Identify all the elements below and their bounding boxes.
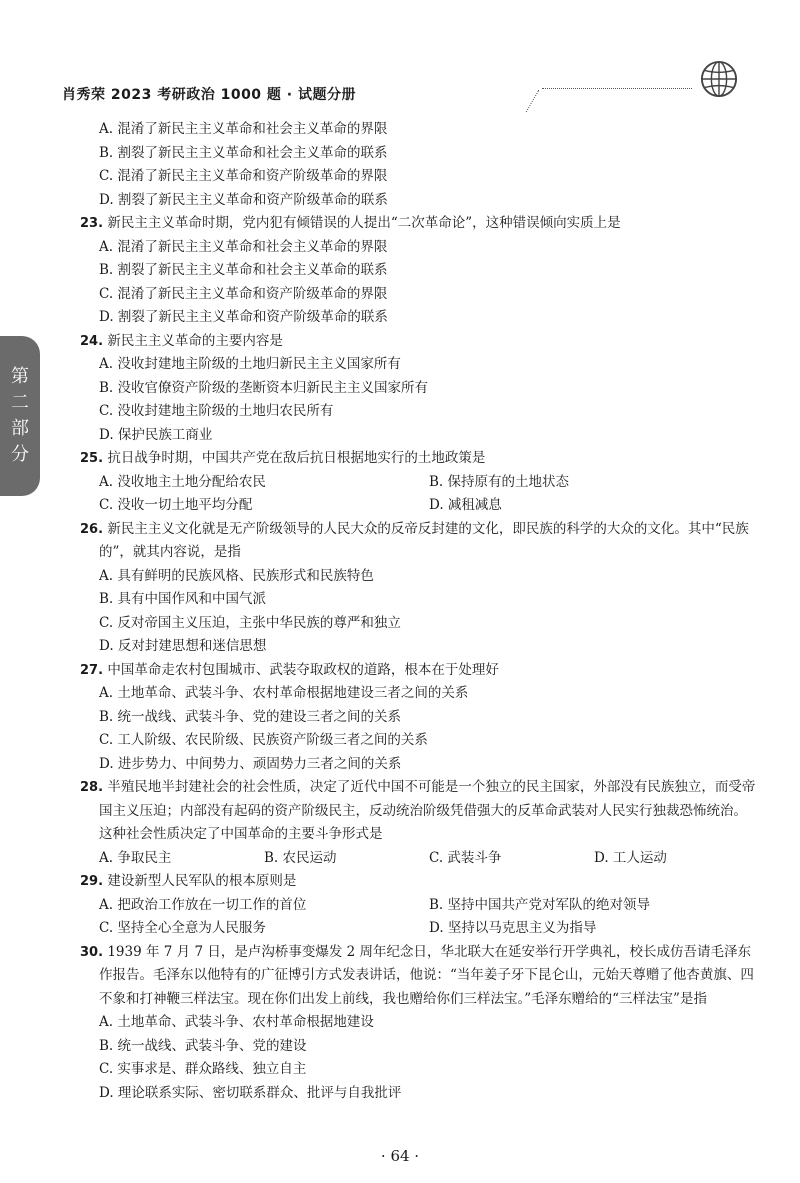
header-decoration	[526, 90, 554, 112]
question-number: 25.	[80, 451, 104, 466]
option: B. 农民运动	[264, 849, 337, 866]
option: B. 统一战线、武装斗争、党的建设	[99, 1037, 307, 1054]
option: D. 反对封建思想和迷信思想	[99, 638, 267, 654]
option: D. 理论联系实际、密切联系群众、批评与自我批评	[99, 1084, 402, 1101]
option: B. 保持原有的土地状态	[429, 473, 570, 490]
option: D. 坚持以马克思主义为指导	[429, 920, 597, 936]
question-text: 新民主主义文化就是无产阶级领导的人民大众的反帝反封建的文化，即民族的科学的大众的文化。其中“民族的”，就其内容说，是指	[99, 520, 749, 560]
section-tab-char: 分	[11, 444, 29, 465]
option: A. 土地革命、武装斗争、农村革命根据地建设	[99, 1014, 374, 1030]
option: D. 割裂了新民主主义革命和资产阶级革命的联系	[99, 191, 388, 208]
question-stem	[80, 330, 760, 354]
question-text: 新民主主义革命时期，党内犯有倾错误的人提出“二次革命论”，这种错误倾向实质上是	[107, 215, 621, 231]
option: B. 具有中国作风和中国气派	[99, 591, 267, 607]
question-number: 23.	[80, 216, 104, 231]
question-number: 27.	[80, 662, 104, 678]
question-list	[80, 118, 760, 1105]
question-24	[80, 330, 760, 448]
question-28	[80, 776, 760, 870]
option: C. 实事求是、群众路线、独立自主	[99, 1061, 307, 1077]
page-number: · 64 ·	[380, 1147, 420, 1165]
question-number: 29.	[80, 874, 104, 889]
option: A. 混淆了新民主主义革命和社会主义革命的界限	[99, 121, 388, 137]
option: B. 没收官僚资产阶级的垄断资本归新民主主义国家所有	[99, 379, 429, 396]
page-header	[62, 84, 752, 114]
question-27	[80, 659, 760, 777]
question-number: 30.	[80, 944, 104, 960]
option: D. 工人运动	[594, 849, 667, 866]
question-stem	[80, 659, 760, 683]
question-stem	[80, 870, 760, 894]
question-number: 28.	[80, 780, 104, 795]
option: A. 没收封建地主阶级的土地归新民主主义国家所有	[99, 356, 401, 372]
option: C. 没收一切土地平均分配	[99, 497, 253, 513]
question-text: 中国革命走农村包围城市、武装夺取政权的道路，根本在于处理好	[107, 661, 499, 678]
question-text: 新民主主义革命的主要内容是	[107, 332, 283, 349]
option: C. 坚持全心全意为人民服务	[99, 920, 266, 936]
question-stem	[80, 212, 760, 236]
question-number: 24.	[80, 333, 104, 349]
option: C. 混淆了新民主主义革命和资产阶级革命的界限	[99, 285, 388, 302]
question-22-continued	[80, 118, 760, 212]
question-26	[80, 518, 760, 659]
question-text: 抗日战争时期，中国共产党在敌后抗日根据地实行的土地政策是	[107, 450, 486, 466]
question-text: 半殖民地半封建社会的社会性质，决定了近代中国不可能是一个独立的民主国家，外部没有民族独立，而受帝国主义压迫；内部没有起码的资产阶级民主，反动统治阶级凭借强大的反革命武装对人民实行独裁恐怖统治。这种社会性质决定了中国革命的主要斗争形式是	[99, 779, 756, 842]
question-30	[80, 941, 760, 1106]
option: B. 统一战线、武装斗争、党的建设三者之间的关系	[99, 708, 402, 725]
option: A. 具有鲜明的民族风格、民族形式和民族特色	[99, 567, 374, 584]
question-number: 26.	[80, 521, 104, 537]
option-row	[80, 471, 760, 495]
option: A. 混淆了新民主主义革命和社会主义革命的界限	[99, 238, 388, 255]
option: C. 混淆了新民主主义革命和资产阶级革命的界限	[99, 168, 388, 184]
option: D. 进步势力、中间势力、顽固势力三者之间的关系	[99, 755, 402, 772]
option: C. 反对帝国主义压迫，主张中华民族的尊严和独立	[99, 614, 401, 631]
option: B. 割裂了新民主主义革命和社会主义革命的联系	[99, 262, 388, 278]
question-23	[80, 212, 760, 330]
header-dotted-line	[542, 88, 692, 89]
option-row	[80, 894, 760, 918]
question-stem	[80, 447, 760, 471]
option: A. 争取民主	[99, 849, 172, 866]
section-tab-char: 二	[11, 392, 29, 413]
option: C. 没收封建地主阶级的土地归农民所有	[99, 403, 334, 419]
question-text: 1939 年 7 月 7 日，是卢沟桥事变爆发 2 周年纪念日，华北联大在延安举行开学典礼，校长成仿吾请毛泽东作报告。毛泽东以他特有的广征博引方式发表讲话，他说：“当年姜子牙下昆仑山，元始天尊赠了他杏黄旗、四不象和打神鞭三样法宝。现在你们出发上前线，我也赠给你们三样法宝。”毛泽东赠给的“三样法宝”是指	[99, 943, 754, 1007]
header-title: 肖秀荣 2023 考研政治 1000 题 · 试题分册	[62, 87, 356, 103]
option: B. 割裂了新民主主义革命和社会主义革命的联系	[99, 144, 388, 161]
option-row	[80, 917, 760, 941]
question-25	[80, 447, 760, 518]
question-text: 建设新型人民军队的根本原则是	[107, 873, 297, 889]
option: C. 工人阶级、农民阶级、民族资产阶级三者之间的关系	[99, 732, 428, 748]
option: D. 保护民族工商业	[99, 426, 213, 443]
option: D. 割裂了新民主主义革命和资产阶级革命的联系	[99, 309, 388, 325]
globe-icon	[700, 60, 738, 98]
option: C. 武装斗争	[429, 849, 502, 866]
option: D. 减租减息	[429, 497, 502, 513]
option-row	[80, 847, 760, 871]
question-stem	[80, 518, 760, 565]
option: B. 坚持中国共产党对军队的绝对领导	[429, 896, 651, 913]
section-tab-char: 第	[11, 366, 29, 387]
question-stem	[80, 941, 760, 1012]
section-tab	[0, 336, 40, 496]
option-row	[80, 494, 760, 518]
question-stem	[80, 776, 760, 847]
option: A. 土地革命、武装斗争、农村革命根据地建设三者之间的关系	[99, 685, 469, 701]
question-29	[80, 870, 760, 941]
option: A. 把政治工作放在一切工作的首位	[99, 896, 307, 913]
option: A. 没收地主土地分配给农民	[99, 473, 266, 490]
section-tab-char: 部	[11, 418, 29, 439]
